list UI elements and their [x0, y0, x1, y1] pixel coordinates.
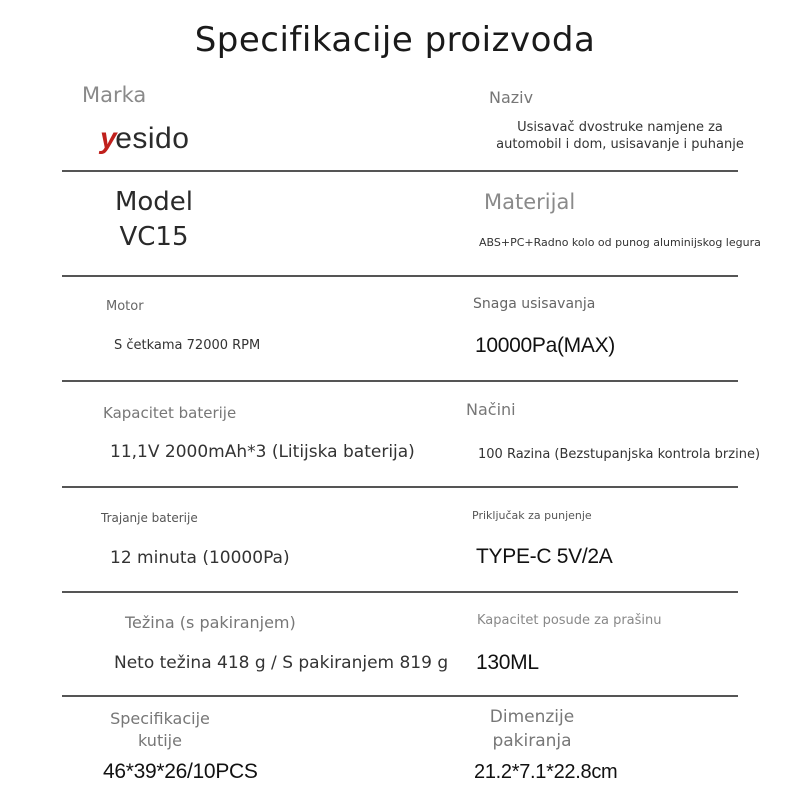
suction-value: 10000Pa(MAX) — [475, 334, 615, 357]
motor-label: Motor — [106, 299, 144, 314]
box-value: 46*39*26/10PCS — [103, 760, 258, 783]
brand-logo — [100, 122, 189, 156]
weight-label: Težina (s pakiranjem) — [125, 613, 296, 632]
suction-label: Snaga usisavanja — [473, 296, 596, 312]
model-label: Model — [114, 187, 194, 217]
name-value-line1: Usisavač dvostruke namjene za — [517, 120, 723, 135]
dust-value: 130ML — [476, 651, 539, 674]
pack-value: 21.2*7.1*22.8cm — [474, 761, 618, 783]
row-divider — [62, 486, 738, 488]
modes-value: 100 Razina (Bezstupanjska kontrola brzine) — [478, 447, 761, 462]
battery-capacity-label: Kapacitet baterije — [103, 404, 237, 422]
dust-label: Kapacitet posude za prašinu — [477, 613, 662, 628]
charging-label: Priključak za punjenje — [472, 509, 592, 522]
material-value: ABS+PC+Radno kolo od punog aluminijskog legura — [479, 236, 761, 249]
charging-value: TYPE-C 5V/2A — [476, 545, 613, 568]
battery-life-label: Trajanje baterije — [101, 511, 198, 525]
name-label: Naziv — [489, 88, 534, 107]
modes-label: Načini — [466, 400, 516, 419]
name-value-line2: automobil i dom, usisavanje i puhanje — [496, 137, 744, 152]
brand-logo-mark: y — [100, 122, 118, 155]
brand-label: Marka — [82, 83, 147, 107]
battery-capacity-value: 11,1V 2000mAh*3 (Litijska baterija) — [110, 442, 415, 462]
battery-life-value: 12 minuta (10000Pa) — [110, 548, 290, 568]
row-divider — [62, 591, 738, 593]
pack-label-line2: pakiranja — [492, 731, 572, 751]
page-title: Specifikacije proizvoda — [194, 20, 596, 60]
row-divider — [62, 170, 738, 172]
motor-value: S četkama 72000 RPM — [114, 338, 261, 353]
box-label-line2: kutije — [138, 731, 182, 750]
row-divider — [62, 275, 738, 277]
box-label-line1: Specifikacije — [110, 709, 210, 728]
model-value: VC15 — [119, 222, 189, 252]
brand-logo-text: esido — [115, 122, 190, 155]
row-divider — [62, 380, 738, 382]
weight-value: Neto težina 418 g / S pakiranjem 819 g — [114, 653, 449, 673]
pack-label-line1: Dimenzije — [489, 707, 575, 727]
material-label: Materijal — [484, 190, 576, 214]
row-divider — [62, 695, 738, 697]
